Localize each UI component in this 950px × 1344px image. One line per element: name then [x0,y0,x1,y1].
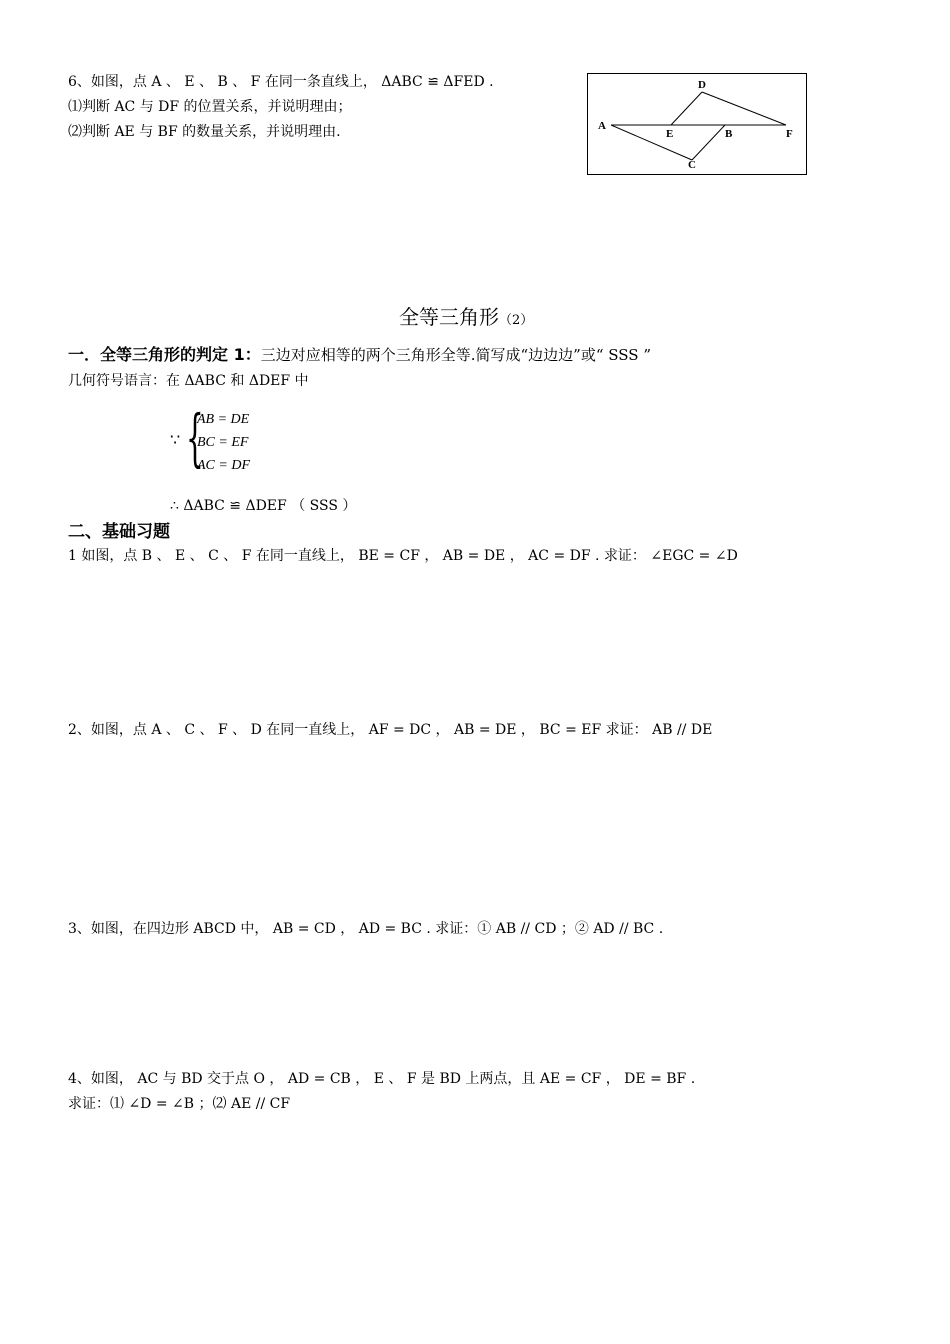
left-brace: { [186,401,204,474]
q6-line-3: ⑵判断 AE 与 BF 的数量关系，并说明理由. [68,124,341,140]
label-e: E [666,128,674,140]
problem-4-line-2: 求证：⑴ ∠D = ∠B ；⑵ AE // CF [68,1096,291,1112]
page-title [399,301,533,330]
title-main: 全等三角形 [399,305,499,329]
label-d: D [698,79,706,91]
symbolic-intro: 几何符号语言：在 ΔABC 和 ΔDEF 中 [68,373,309,389]
because-symbol: ∵ [170,430,181,449]
line-df [702,92,786,125]
system-row-2: BC = EF [197,435,249,450]
system-row-3: AC = DF [197,458,250,473]
section1-text: 三边对应相等的两个三角形全等.简写成“边边边”或“ SSS ” [260,346,651,364]
therefore-line: ∴ ΔABC ≌ ΔDEF （ SSS ） [170,498,357,514]
label-c: C [688,159,696,171]
q6-figure [587,73,807,175]
line-ed [671,92,702,125]
title-sub: （2） [499,313,534,328]
section1-line [68,346,651,364]
label-f: F [786,128,793,140]
q6-figure-diagram [588,74,808,176]
section1-heading: 一．全等三角形的判定 1： [68,345,261,364]
label-a: A [598,120,606,132]
line-cb [692,125,725,160]
q6-line-1: 6、如图，点 A 、 E 、 B 、 F 在同一条直线上， ΔABC ≌ ΔFED . [68,74,494,90]
line-ac [611,125,692,160]
problem-4-line-1: 4、如图， AC 与 BD 交于点 O ， AD = CB ， E 、 F 是 BD 上两点，且 AE = CF ， DE = BF . [68,1071,696,1087]
q6-line-2: ⑴判断 AC 与 DF 的位置关系，并说明理由； [68,99,352,115]
problem-1: 1 如图，点 B 、 E 、 C 、 F 在同一直线上， BE = CF ， AB = DE ， AC = DF . 求证： ∠EGC = ∠D [68,548,738,564]
problem-3: 3、如图，在四边形 ABCD 中， AB = CD ， AD = BC . 求证：① AB // CD ；② AD // BC . [68,921,664,937]
problem-2: 2、如图，点 A 、 C 、 F 、 D 在同一直线上， AF = DC ， AB = DE ， BC = EF 求证： AB // DE [68,722,713,738]
section2-heading: 二、基础习题 [68,522,170,542]
label-b: B [725,128,733,140]
system-row-1: AB = DE [197,412,250,427]
